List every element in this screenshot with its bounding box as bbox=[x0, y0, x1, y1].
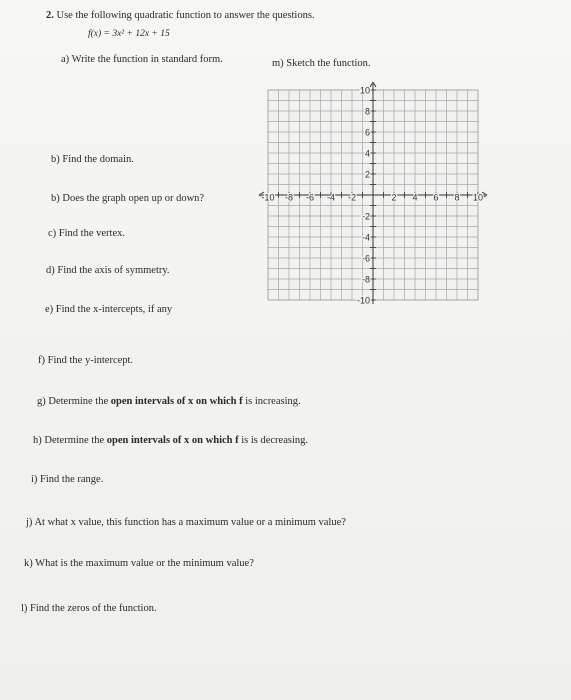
x-tick-label: 8 bbox=[454, 192, 460, 203]
y-tick-label: 10 bbox=[359, 85, 370, 96]
part-e: e) Find the x-intercepts, if any bbox=[45, 304, 173, 315]
part-c: c) Find the vertex. bbox=[48, 228, 125, 239]
question-header bbox=[46, 10, 315, 21]
question-number: 2. bbox=[46, 10, 54, 21]
part-b-domain: b) Find the domain. bbox=[51, 154, 134, 165]
part-g bbox=[37, 396, 301, 407]
x-tick-label: 2 bbox=[391, 192, 397, 203]
part-k: k) What is the maximum value or the minimum value? bbox=[24, 558, 254, 569]
part-g-bold: open intervals of x on which f bbox=[110, 396, 243, 407]
x-tick-label: -2 bbox=[347, 192, 357, 203]
part-l: l) Find the zeros of the function. bbox=[21, 603, 157, 614]
question-prompt: Use the following quadratic function to answer the questions. bbox=[56, 10, 315, 21]
x-tick-label: 10 bbox=[472, 192, 484, 203]
y-tick-label: 4 bbox=[364, 148, 370, 159]
y-tick-label: 6 bbox=[364, 127, 370, 138]
y-tick-label: -8 bbox=[361, 274, 370, 285]
part-i: i) Find the range. bbox=[31, 474, 104, 485]
part-j: j) At what x value, this function has a maximum value or a minimum value? bbox=[26, 517, 346, 528]
coordinate-plane bbox=[258, 82, 498, 304]
part-a: a) Write the function in standard form. bbox=[61, 54, 223, 65]
part-h-suffix: is is decreasing. bbox=[238, 435, 309, 446]
y-tick-label: 8 bbox=[364, 106, 370, 117]
part-d: d) Find the axis of symmetry. bbox=[46, 265, 170, 276]
y-tick-label: -6 bbox=[361, 253, 370, 264]
x-tick-label: 6 bbox=[433, 192, 439, 203]
part-h bbox=[33, 435, 308, 446]
part-m: m) Sketch the function. bbox=[272, 58, 371, 69]
part-g-prefix: g) Determine the bbox=[37, 396, 111, 407]
y-tick-label: -4 bbox=[361, 232, 370, 243]
graph-grid bbox=[258, 82, 498, 309]
part-h-prefix: h) Determine the bbox=[33, 435, 107, 446]
x-tick-label: -8 bbox=[284, 192, 294, 203]
x-tick-label: -10 bbox=[261, 192, 275, 203]
part-f: f) Find the y-intercept. bbox=[38, 355, 134, 366]
part-b-opens: b) Does the graph open up or down? bbox=[51, 193, 205, 204]
x-tick-label: 4 bbox=[412, 192, 418, 203]
y-tick-label: -10 bbox=[356, 295, 370, 304]
x-tick-label: -4 bbox=[326, 192, 336, 203]
y-tick-label: 2 bbox=[364, 169, 370, 180]
function-definition: f(x) = 3x² + 12x + 15 bbox=[88, 29, 170, 39]
y-tick-label: -2 bbox=[361, 211, 370, 222]
x-tick-label: -6 bbox=[305, 192, 315, 203]
part-h-bold: open intervals of x on which f bbox=[106, 435, 239, 446]
part-g-suffix: is increasing. bbox=[242, 396, 301, 407]
